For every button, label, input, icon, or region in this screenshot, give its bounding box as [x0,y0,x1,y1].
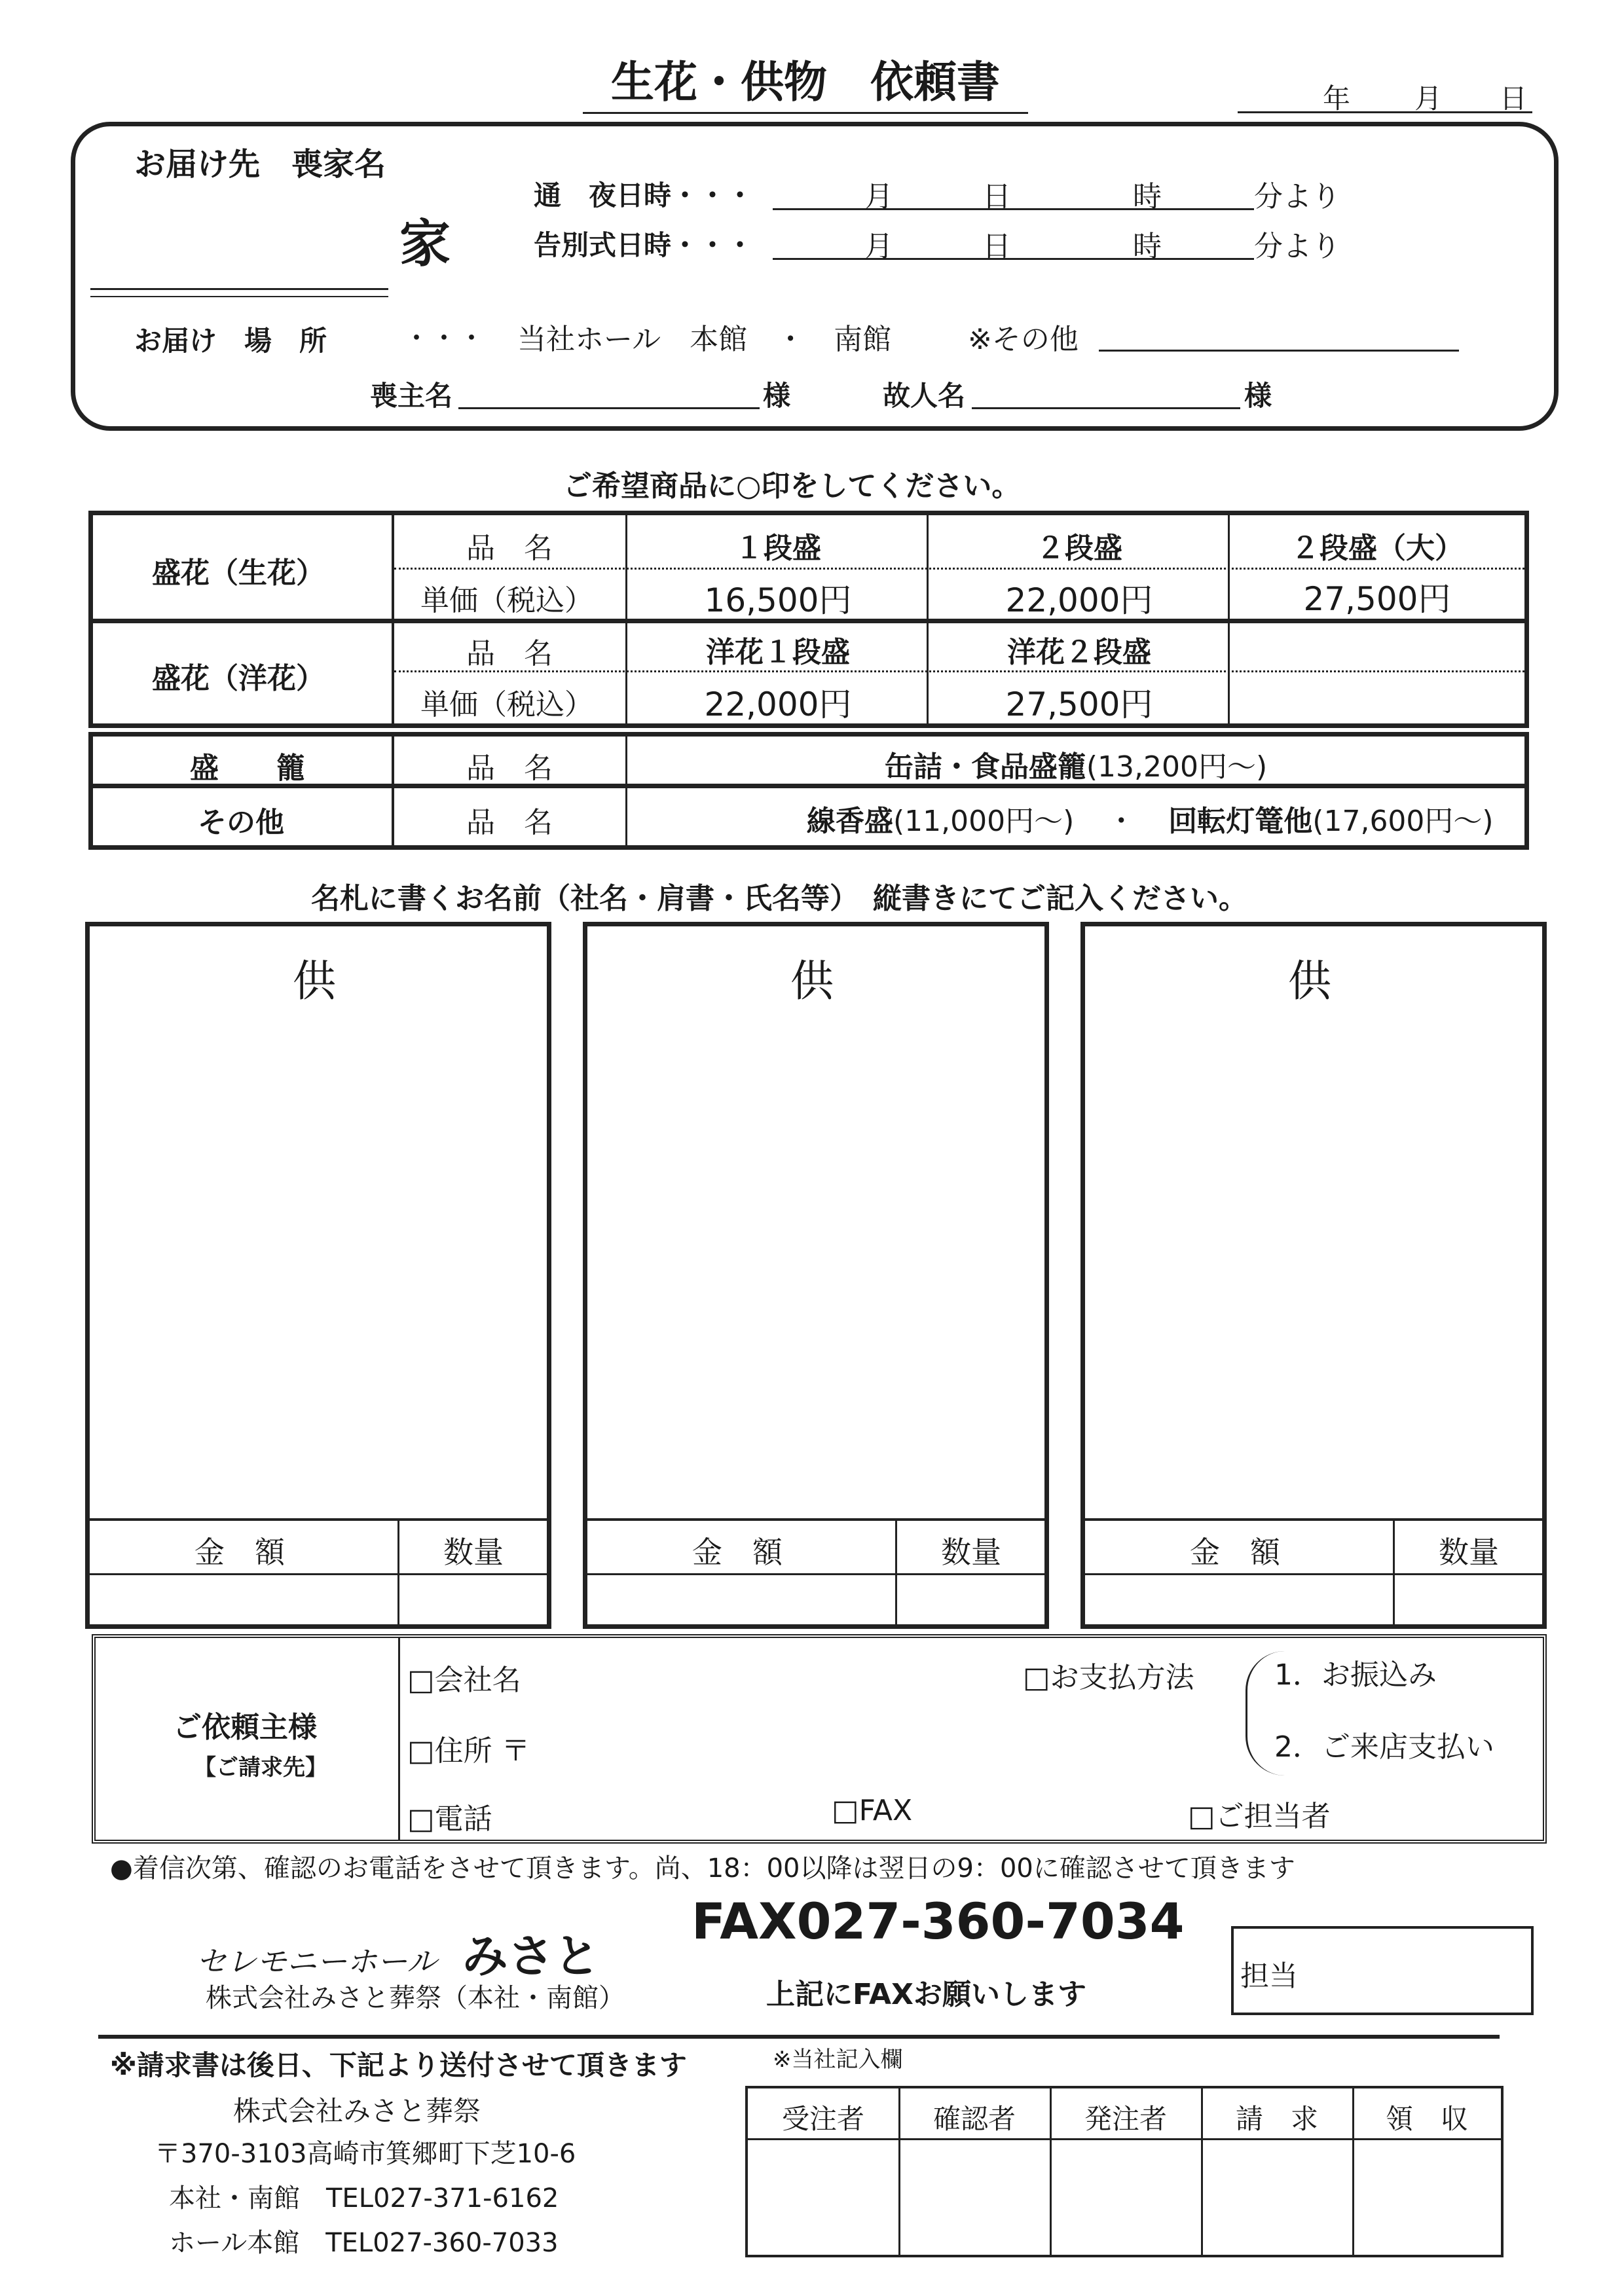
fax-note: 上記にFAXお願いします [766,1978,1086,2011]
invoice-address: 〒370-3103高崎市箕郷町下芝10-6 [155,2139,576,2169]
date-line[interactable] [1238,77,1532,113]
company-name: 株式会社みさと葬祭（本社・南館） [206,1983,625,2013]
chief-mourner-label: 喪主名 [370,380,453,412]
hall-name [196,1920,600,1986]
funeral-label: 告別式日時・・・ [534,229,754,261]
placard-2-qty-label: 数量 [941,1535,1001,1570]
fresh-price-label: 単価（税込） [420,584,593,617]
wake-datetime-field[interactable]: 月 日 時 [773,173,1254,210]
placard-1-header: 供 [293,956,336,1006]
western-price-label: 単価（税込） [420,688,593,721]
requester-subtitle: 【ご請求先】 [194,1755,327,1781]
products-table [88,511,1529,850]
other-items[interactable]: 線香盛(11,000円～) ・ 回転灯篭他(17,600円～) [807,805,1494,838]
fax-field[interactable]: □FAX [832,1794,913,1827]
office-col-checker: 確認者 [932,2103,1016,2135]
invoice-heading: ※請求書は後日、下記より送付させて頂きます [110,2049,687,2081]
invoice-tel-1: 本社・南館 TEL027-371-6162 [169,2183,559,2214]
contact-field[interactable]: □ご担当者 [1188,1800,1331,1833]
placard-1-qty-label: 数量 [443,1535,504,1570]
placard-2[interactable] [583,922,1049,1629]
basket-item-label: 品 名 [466,752,553,785]
fresh-price-1: 16,500円 [704,581,852,619]
placard-3[interactable] [1080,922,1547,1629]
place-options[interactable]: 当社ホール 本館 ・ 南館 [517,323,892,356]
date-day: 日 [1500,82,1528,115]
place-label: お届け 場 所 [134,325,327,357]
address-field[interactable]: □住所 〒 [407,1734,530,1768]
page-title: 生花・供物 依頼書 [583,47,1028,114]
products-instruction: ご希望商品に○印をしてください。 [563,469,1021,503]
place-other-field[interactable] [1099,316,1459,352]
office-col-billing: 請 求 [1235,2103,1318,2135]
western-item-2[interactable]: 洋花２段盛 [1007,636,1151,669]
fresh-item-1[interactable]: １段盛 [735,532,821,565]
western-price-1: 22,000円 [704,685,852,723]
requester-title: ご依頼主様 [173,1711,317,1744]
deceased-label: 故人名 [883,380,966,412]
western-category: 盛花（洋花） [152,662,325,695]
other-item-label: 品 名 [466,806,553,839]
office-col-receiver: 受注者 [781,2103,864,2135]
family-name-line[interactable] [90,288,388,290]
funeral-minute-from: 分より [1254,230,1340,263]
fresh-item-2[interactable]: ２段盛 [1036,532,1122,565]
hall-prefix: セレモニーホール [196,1944,437,1979]
wake-minute-from: 分より [1254,180,1340,213]
basket-category: 盛 籠 [190,752,305,785]
placard-1-amount-label: 金 額 [194,1535,285,1570]
office-col-orderer: 発注者 [1084,2103,1167,2135]
deceased-field[interactable] [972,373,1240,409]
company-name-field[interactable]: □会社名 [407,1664,521,1697]
invoice-tel-2: ホール本館 TEL027-360-7033 [169,2228,559,2258]
western-item-1[interactable]: 洋花１段盛 [706,636,850,669]
delivery-heading: お届け先 喪家名 [134,146,386,183]
invoice-company: 株式会社みさと葬祭 [233,2095,481,2127]
western-price-2: 27,500円 [1005,685,1153,723]
confirmation-notice: ●着信次第、確認のお電話をさせて頂きます。尚、18：00以降は翌日の9：00に確認させて頂きます [110,1853,1295,1884]
date-month: 月 [1414,82,1443,115]
placard-3-header: 供 [1288,956,1331,1006]
payment-option-store[interactable]: 2．ご来店支払い [1274,1730,1494,1764]
hall-logo: みさと [462,1929,600,1983]
name-instruction: 名札に書くお名前（社名・肩書・氏名等） 縦書きにてご記入ください。 [311,882,1247,915]
payment-method-label[interactable]: □お支払方法 [1023,1661,1194,1694]
payment-option-transfer[interactable]: 1．お振込み [1274,1658,1437,1692]
fresh-item-label: 品 名 [466,532,553,565]
footer-divider [98,2035,1500,2039]
placard-2-header: 供 [790,956,834,1006]
date-year: 年 [1323,82,1351,115]
placard-1[interactable] [85,922,551,1629]
basket-item[interactable]: 缶詰・食品盛籠(13,200円～) [884,750,1268,784]
fresh-category: 盛花（生花） [152,556,325,590]
staff-box[interactable] [1231,1926,1534,2015]
placard-3-amount-label: 金 額 [1190,1535,1280,1570]
placard-2-amount-label: 金 額 [692,1535,783,1570]
office-use-table [745,2086,1504,2257]
office-col-receipt: 領 収 [1385,2103,1468,2135]
place-other-label: ※その他 [968,323,1079,356]
chief-mourner-sama: 様 [763,380,791,412]
fresh-price-3: 27,500円 [1303,580,1451,618]
funeral-datetime-field[interactable]: 月 日 時 [773,223,1254,260]
staff-label: 担当 [1240,1959,1298,1993]
office-use-label: ※当社記入欄 [773,2047,903,2073]
placard-3-qty-label: 数量 [1439,1535,1499,1570]
western-item-label: 品 名 [466,637,553,670]
requester-box [92,1634,1547,1844]
wake-label: 通 夜日時・・・ [534,179,754,211]
fresh-price-2: 22,000円 [1005,581,1153,619]
family-suffix: 家 [399,215,451,274]
other-category: その他 [198,806,284,839]
place-dots: ・・・ [403,322,486,354]
fresh-item-3[interactable]: ２段盛（大） [1291,532,1464,565]
phone-field[interactable]: □電話 [407,1802,492,1836]
fax-number: FAX027-360-7034 [692,1892,1185,1950]
chief-mourner-field[interactable] [458,373,760,409]
deceased-sama: 様 [1244,380,1272,412]
